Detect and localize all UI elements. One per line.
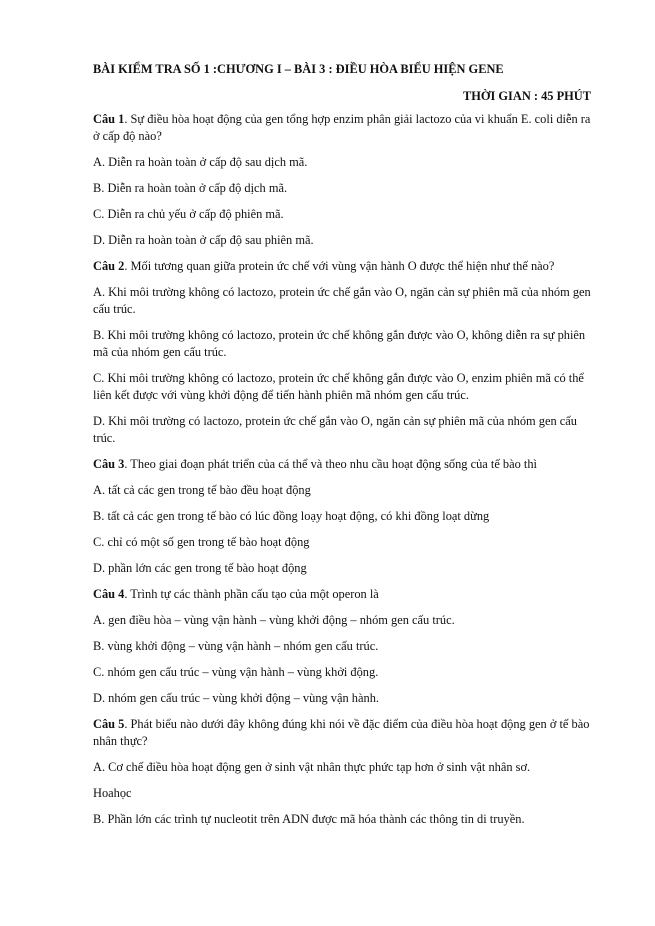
watermark-text: Hoahọc <box>93 786 132 800</box>
option-4d: D. nhóm gen cấu trúc – vùng khởi động – vùng vận hành. <box>93 691 379 705</box>
question-label: Câu 4 <box>93 587 125 601</box>
option-1a: A. Diễn ra hoàn toàn ở cấp độ sau dịch mã. <box>93 155 308 169</box>
option-5b: B. Phần lớn các trình tự nucleotit trên ADN được mã hóa thành các thông tin di truyền. <box>93 812 525 826</box>
question-label: Câu 5 <box>93 717 125 731</box>
option-2c: C. Khi môi trường không có lactozo, protein ức chế không gắn được vào O, enzim phiên mã có thể liên kết được với vùng khởi động để tiến hành phiên mã nhóm gen cấu trúc. <box>93 371 584 402</box>
question-text: . Phát biểu nào dưới đây không đúng khi nói về đặc điểm của điều hòa hoạt động gen ở tế bào nhân thực? <box>93 717 590 748</box>
option-4b: B. vùng khởi động – vùng vận hành – nhóm gen cấu trúc. <box>93 639 379 653</box>
option-4a: A. gen điều hòa – vùng vận hành – vùng khởi động – nhóm gen cấu trúc. <box>93 613 455 627</box>
question-text: . Theo giai đoạn phát triển của cá thể và theo nhu cầu hoạt động sống của tế bào thì <box>124 457 537 471</box>
question-5 <box>93 716 591 750</box>
option-3a: A. tất cả các gen trong tế bào đều hoạt động <box>93 483 311 497</box>
option-3d: D. phần lớn các gen trong tế bào hoạt động <box>93 561 307 575</box>
option-1b: B. Diễn ra hoàn toàn ở cấp độ dịch mã. <box>93 181 288 195</box>
question-text: . Sự điều hòa hoạt động của gen tổng hợp enzim phân giải lactozo của vi khuẩn E. coli diễn ra ở cấp độ nào? <box>93 112 591 143</box>
question-2 <box>93 258 591 275</box>
question-label: Câu 3 <box>93 457 125 471</box>
option-4c: C. nhóm gen cấu trúc – vùng vận hành – vùng khởi động. <box>93 665 379 679</box>
question-label: Câu 1 <box>93 112 125 126</box>
question-1 <box>93 111 591 145</box>
option-2a: A. Khi môi trường không có lactozo, protein ức chế gắn vào O, ngăn cản sự phiên mã của nhóm gen cấu trúc. <box>93 285 591 316</box>
question-4 <box>93 586 591 603</box>
option-3b: B. tất cả các gen trong tế bào có lúc đồng loạy hoạt động, có khi đồng loạt dừng <box>93 509 490 523</box>
option-2d: D. Khi môi trường có lactozo, protein ức chế gắn vào O, ngăn cản sự phiên mã của nhóm gen cấu trúc. <box>93 414 577 445</box>
option-5a: A. Cơ chế điều hòa hoạt động gen ở sinh vật nhân thực phức tạp hơn ở sinh vật nhân sơ. <box>93 760 531 774</box>
question-text: . Mối tương quan giữa protein ức chế với vùng vận hành O được thể hiện như thế nào? <box>124 259 555 273</box>
option-1c: C. Diễn ra chủ yếu ở cấp độ phiên mã. <box>93 207 284 221</box>
question-text: . Trình tự các thành phần cấu tạo của một operon là <box>124 587 379 601</box>
question-3 <box>93 456 591 473</box>
time-limit: THỜI GIAN : 45 PHÚT <box>462 89 591 103</box>
document-title: BÀI KIỂM TRA SỐ 1 :CHƯƠNG I – BÀI 3 : ĐIỀU HÒA BIỂU HIỆN GENE <box>93 62 504 76</box>
question-label: Câu 2 <box>93 259 125 273</box>
option-2b: B. Khi môi trường không có lactozo, protein ức chế không gắn được vào O, không diễn ra sự phiên mã của nhóm gen cấu trúc. <box>93 328 586 359</box>
option-1d: D. Diễn ra hoàn toàn ở cấp độ sau phiên mã. <box>93 233 314 247</box>
option-3c: C. chỉ có một số gen trong tế bào hoạt động <box>93 535 310 549</box>
